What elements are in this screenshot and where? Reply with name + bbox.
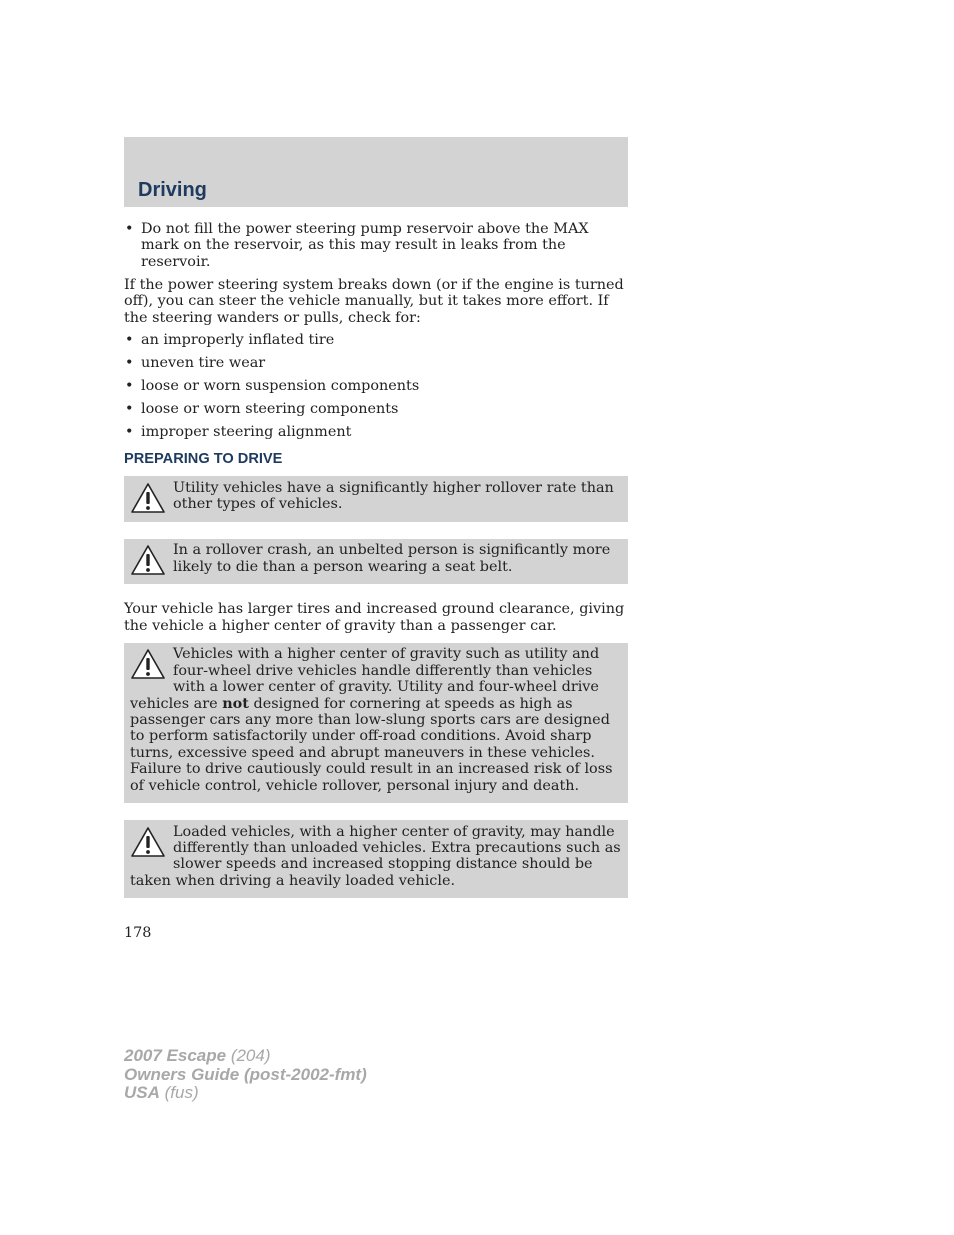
section-header-band [124,137,628,207]
footer-line-model: 2007 Escape (204) [124,1046,271,1065]
list-item: • uneven tire wear [124,355,628,371]
warning-box-loaded-vehicles [124,820,628,898]
footer-line-guide: Owners Guide (post-2002-fmt) [124,1064,367,1084]
warning-triangle-icon [130,482,166,514]
page-number: 178 [124,925,152,941]
preparing-to-drive-heading: PREPARING TO DRIVE [124,451,283,468]
warning-triangle-icon [130,826,166,858]
warning-text: Vehicles with a higher center of gravity such as utility and four-wheel drive vehicles handle differently than vehicles with a lower center of gravity. Utility and four-wheel drive vehicles are not designed for cornering at speeds as high as passenger cars any more than low-slung sports cars are designed to perform satisfactorily under off-road conditions. Avoid sharp turns, excessive speed and abrupt maneuvers in these vehicles. Failure to drive cautiously could result in an increased risk of loss of vehicle control, vehicle rollover, personal injury and death. [130,646,613,794]
warning-triangle-icon [130,648,166,680]
warning-triangle-icon [130,544,166,576]
list-item: • loose or worn steering components [124,401,628,417]
list-item: • Do not fill the power steering pump reservoir above the MAX mark on the reservoir, as this may result in leaks from the reservoir. [124,221,628,270]
steering-check-list [124,332,628,440]
list-item: • improper steering alignment [124,424,628,440]
reservoir-bullet-list [124,221,628,270]
footer-line-market: USA (fus) [124,1083,199,1102]
warning-text: Utility vehicles have a significantly higher rollover rate than other types of vehicles. [173,479,614,513]
document-footer [124,1047,367,1103]
emphasis-not: not [222,694,249,712]
warning-box-rollover-rate [124,476,628,521]
warning-text: In a rollover crash, an unbelted person is significantly more likely to die than a person wearing a seat belt. [173,542,611,575]
center-of-gravity-paragraph: Your vehicle has larger tires and increased ground clearance, giving the vehicle a higher center of gravity than a passenger car. [124,601,625,634]
list-item: • an improperly inflated tire [124,332,628,348]
warning-box-center-of-gravity [124,643,628,803]
list-item: • loose or worn suspension components [124,378,628,394]
power-steering-paragraph: If the power steering system breaks down (or if the engine is turned off), you can steer the vehicle manually, but it takes more effort. If the steering wanders or pulls, check for: [124,276,624,326]
section-title: Driving [138,179,207,201]
warning-box-unbelted [124,539,628,584]
warning-text: Loaded vehicles, with a higher center of gravity, may handle differently than unloaded vehicles. Extra precautions such as slower speeds and increased stopping distance should be taken when driving a heavily loaded vehicle. [130,823,621,889]
page-content [124,221,628,915]
